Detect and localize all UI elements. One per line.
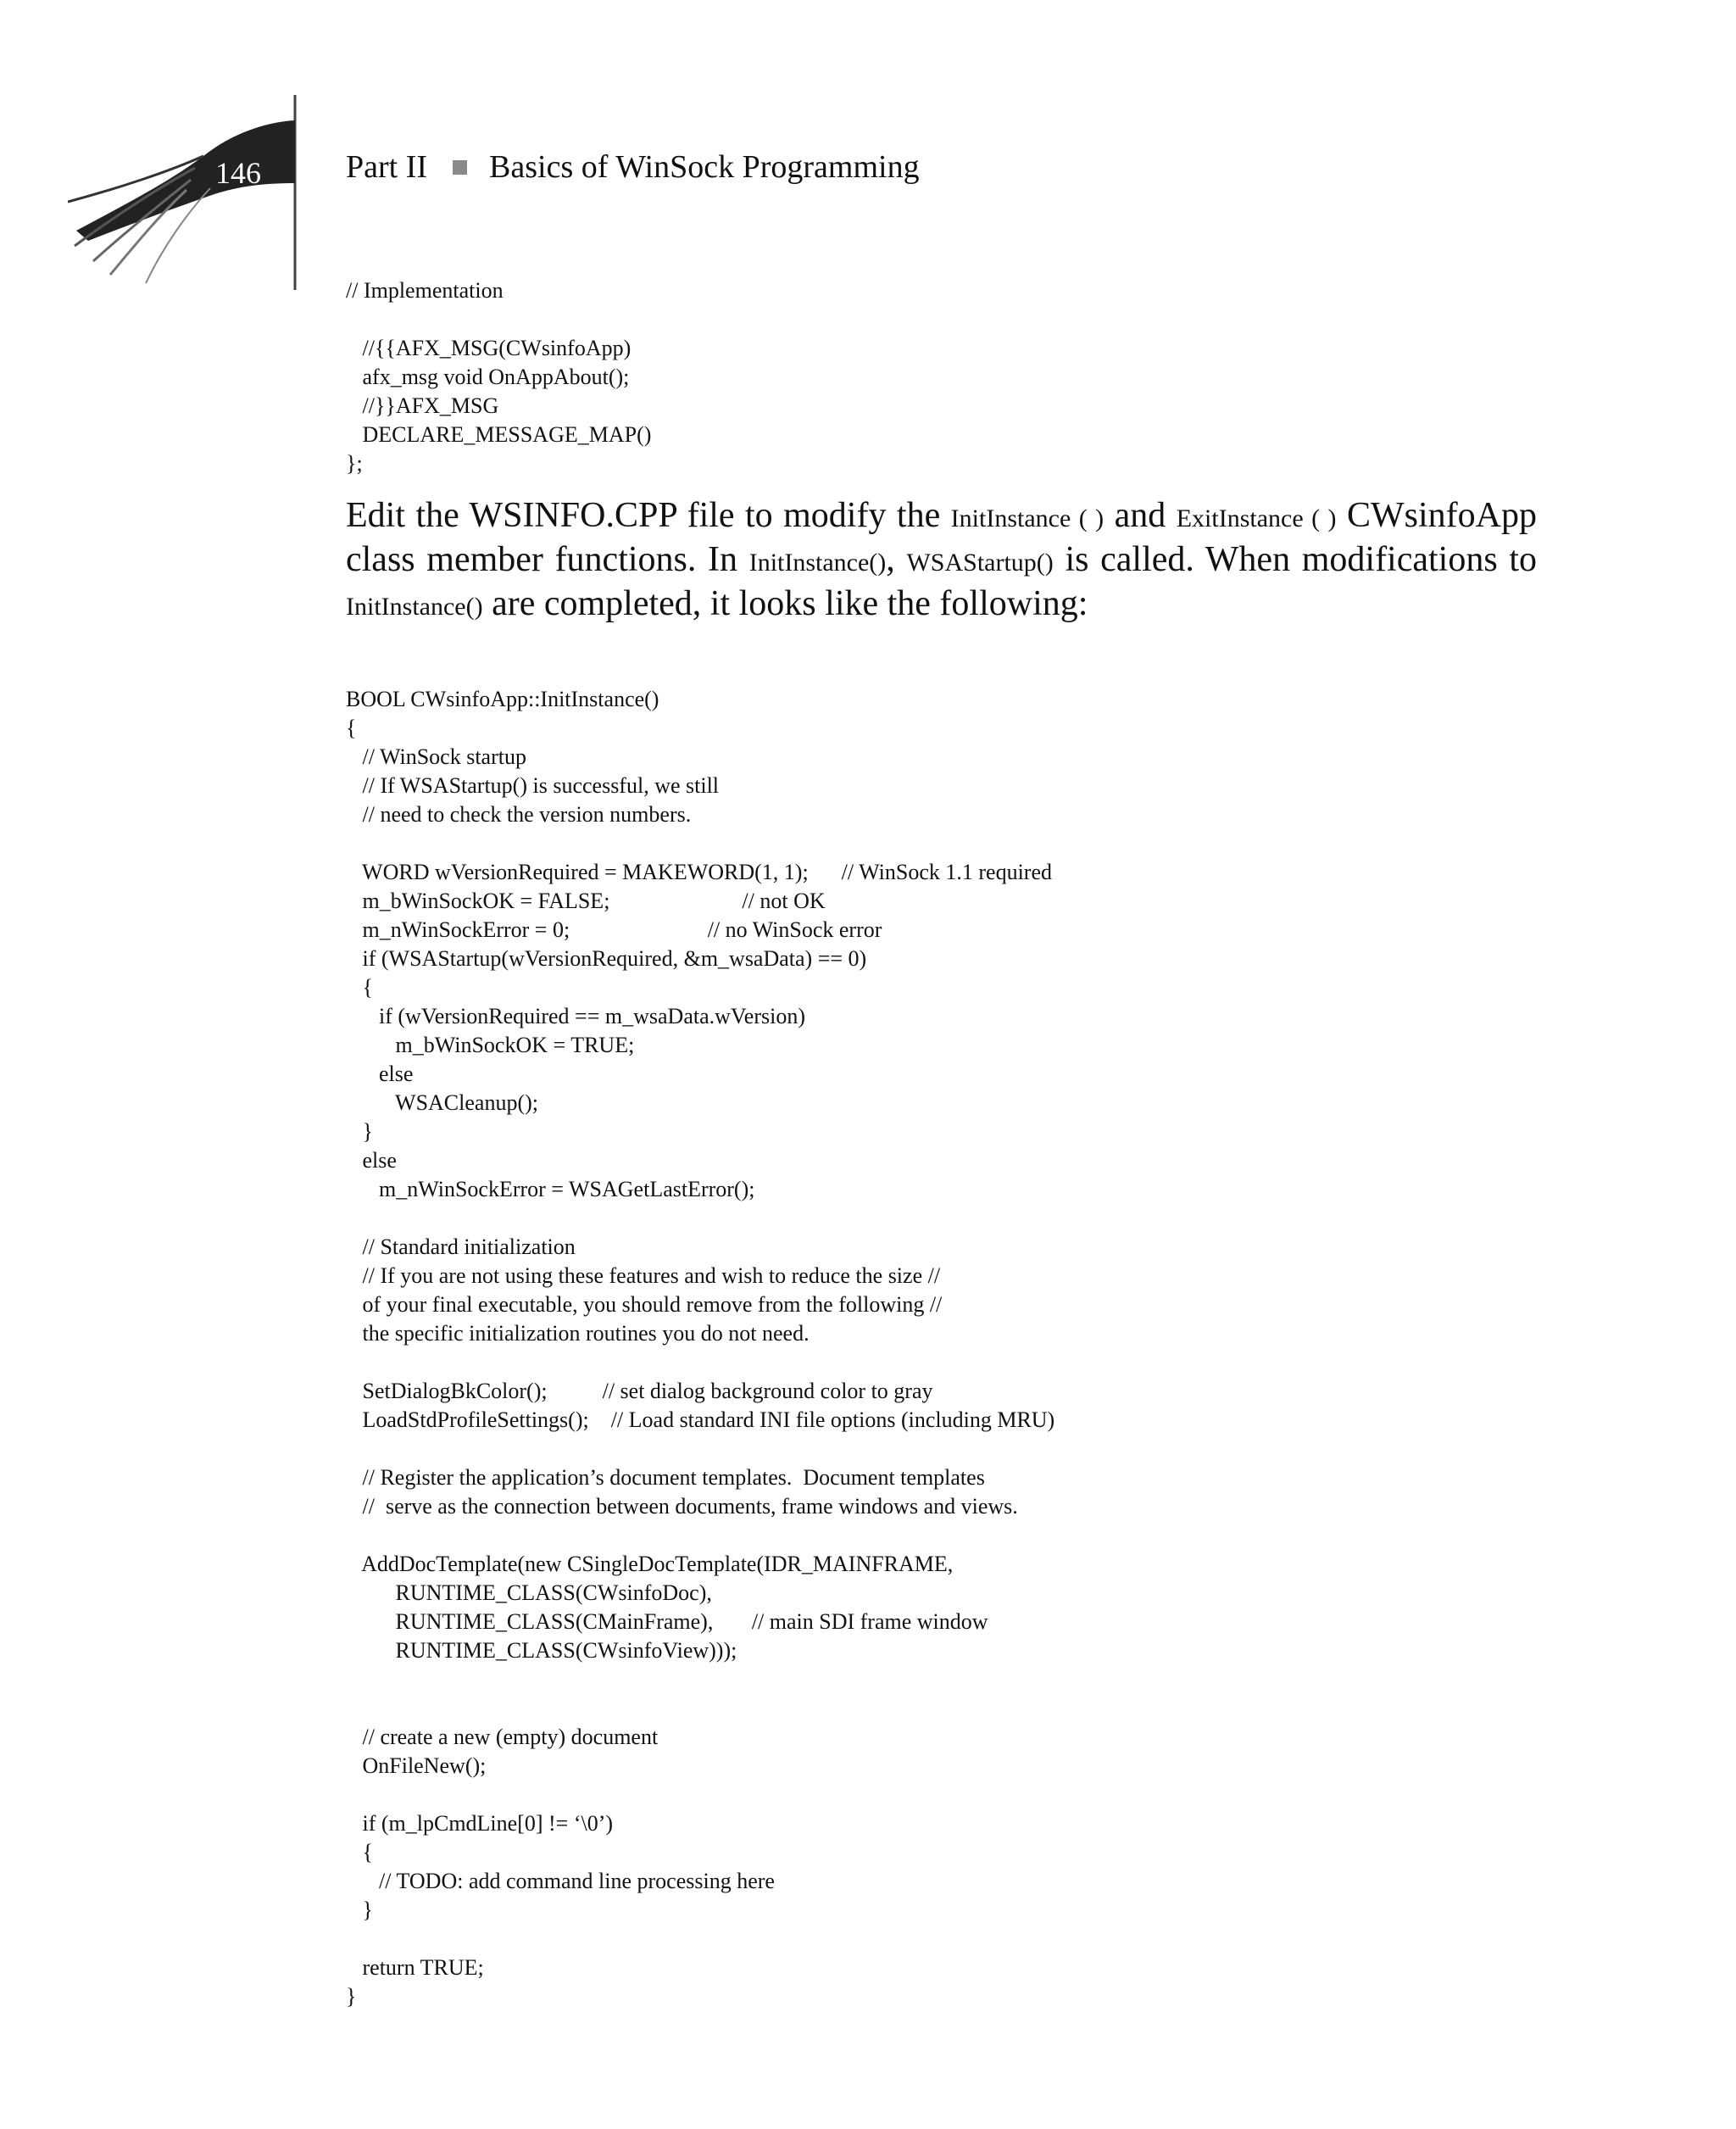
code-line: if (WSAStartup(wVersionRequired, &m_wsaData) == 0) (346, 946, 867, 971)
code-line: AddDocTemplate(new CSingleDocTemplate(IDR_MAINFRAME, (346, 1552, 954, 1576)
code-line: // Implementation (346, 278, 504, 303)
page-number: 146 (215, 156, 261, 190)
code-line (346, 1694, 1711, 1723)
inline-code: InitInstance ( ) (950, 504, 1104, 532)
code-line: { (346, 716, 357, 740)
code-line (346, 829, 1711, 858)
code-line: if (m_lpCmdLine[0] != ‘\0’) (346, 1811, 614, 1836)
code-line: //}}AFX_MSG (346, 393, 499, 418)
inline-code: InitInstance() (346, 593, 483, 621)
code-line: else (346, 1062, 414, 1086)
part-label: Part II (346, 149, 428, 185)
code-line: } (346, 1898, 373, 1922)
code-line: DECLARE_MESSAGE_MAP() (346, 422, 652, 447)
code-line: OnFileNew(); (346, 1753, 487, 1778)
code-line (346, 1435, 1711, 1463)
code-line (346, 1348, 1711, 1377)
body-paragraph: Edit the WSINFO.CPP file to modify the InitInstance ( ) and ExitInstance ( ) CWsinfoApp class member functions. In InitInstance(), WSAStartup() is called. When modifications to InitInstance() are completed, it looks like the following: (346, 496, 1538, 623)
code-line: { (346, 1840, 373, 1864)
code-line: the specific initialization routines you do not need. (346, 1321, 810, 1346)
code-line: WORD wVersionRequired = MAKEWORD(1, 1); // WinSock 1.1 required (346, 860, 1052, 884)
code-line: // Standard initialization (346, 1234, 576, 1259)
code-line: BOOL CWsinfoApp::InitInstance() (346, 687, 659, 711)
code-line: RUNTIME_CLASS(CWsinfoView))); (346, 1638, 737, 1663)
code-listing-initinstance (346, 685, 1711, 2011)
code-line: LoadStdProfileSettings(); // Load standard INI file options (including MRU) (346, 1407, 1055, 1432)
code-line: // If WSAStartup() is successful, we still (346, 773, 720, 798)
code-line: // serve as the connection between documents, frame windows and views. (346, 1494, 1018, 1519)
chapter-title: Basics of WinSock Programming (489, 149, 920, 185)
square-bullet-icon (453, 160, 467, 175)
inline-code: InitInstance() (748, 549, 887, 577)
code-line: // TODO: add command line processing here (346, 1869, 775, 1893)
code-line: m_nWinSockError = WSAGetLastError(); (346, 1177, 755, 1201)
quill-logo-icon (68, 95, 322, 290)
code-line: } (346, 1984, 357, 2009)
code-line: RUNTIME_CLASS(CMainFrame), // main SDI frame window (346, 1609, 988, 1634)
code-line: //{{AFX_MSG(CWsinfoApp) (346, 336, 632, 360)
code-line: { (346, 975, 373, 1000)
code-line: m_bWinSockOK = FALSE; // not OK (346, 889, 826, 913)
code-line (346, 1781, 1711, 1809)
code-line: } (346, 1119, 373, 1144)
code-line: RUNTIME_CLASS(CWsinfoDoc), (346, 1580, 712, 1605)
code-line: m_nWinSockError = 0; // no WinSock error (346, 917, 882, 942)
code-line: return TRUE; (346, 1955, 484, 1980)
inline-code: WSAStartup() (906, 549, 1054, 577)
code-line: // Register the application’s document templates. Document templates (346, 1465, 985, 1490)
code-line (346, 1521, 1711, 1550)
code-line: // create a new (empty) document (346, 1725, 659, 1749)
code-line: afx_msg void OnAppAbout(); (346, 365, 630, 389)
code-line: of your final executable, you should remove from the following // (346, 1292, 943, 1317)
code-line: // WinSock startup (346, 744, 526, 769)
code-line: SetDialogBkColor(); // set dialog background color to gray (346, 1379, 933, 1403)
code-line (346, 1665, 1711, 1694)
code-line: else (346, 1148, 397, 1173)
code-line: m_bWinSockOK = TRUE; (346, 1033, 635, 1057)
code-line: if (wVersionRequired == m_wsaData.wVersion) (346, 1004, 805, 1028)
code-line: // If you are not using these features and wish to reduce the size // (346, 1263, 941, 1288)
code-listing-class-end (346, 276, 1711, 478)
code-line: }; (346, 451, 363, 476)
code-line (346, 305, 1711, 334)
code-line: // need to check the version numbers. (346, 802, 692, 827)
running-header (346, 146, 920, 188)
code-line (346, 1925, 1711, 1953)
code-line (346, 1204, 1711, 1233)
code-line: WSACleanup(); (346, 1090, 538, 1115)
inline-code: ExitInstance ( ) (1176, 504, 1337, 532)
